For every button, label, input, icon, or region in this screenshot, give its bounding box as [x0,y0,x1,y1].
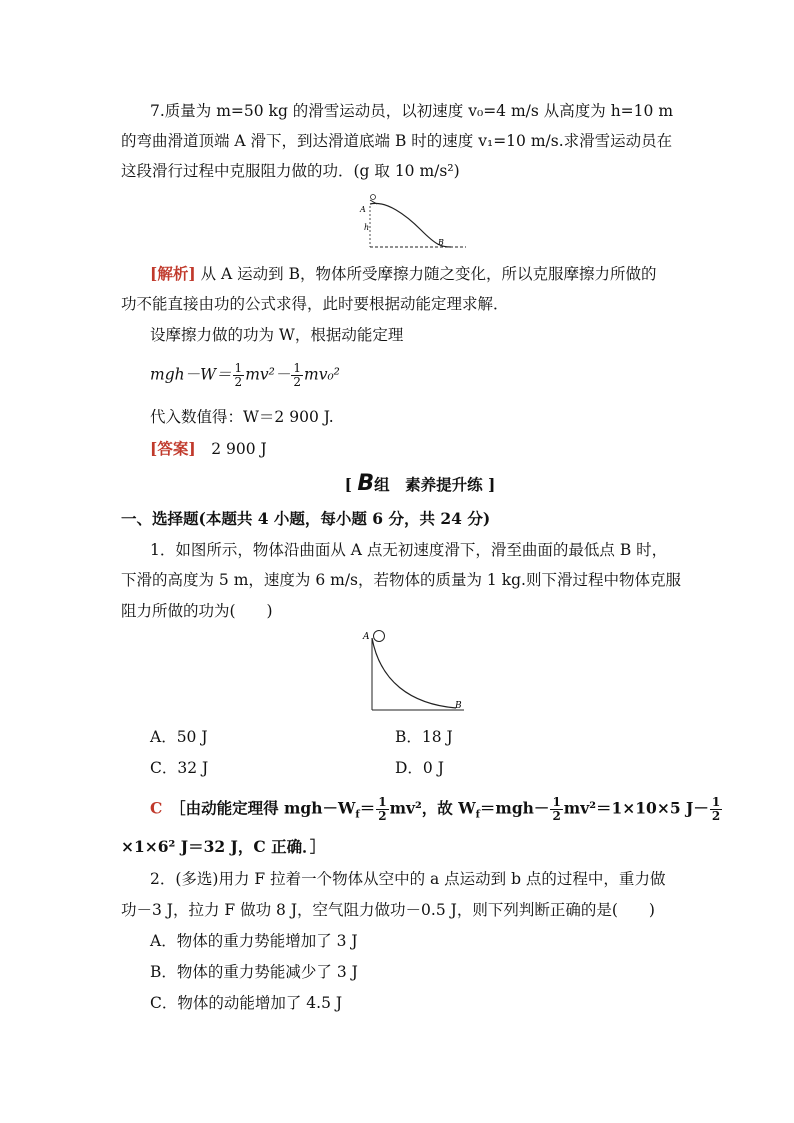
q1-line-2: 下滑的高度为 5 m，速度为 6 m/s，若物体的质量为 1 kg.则下滑过程中物体克服 [121,571,681,589]
q7-line-1: 7.质量为 m=50 kg 的滑雪运动员，以初速度 v₀=4 m/s 从高度为 h=10 m [150,102,674,120]
q2-line-1: 2．(多选)用力 F 拉着一个物体从空中的 a 点运动到 b 点的过程中，重力做 [150,870,666,888]
q1-option-b: B．18 J [395,728,453,746]
q7-answer: [答案] 2 900 J [150,439,267,458]
q7-equation: mgh－W＝ $\frac{1}{2}$ mv²－ $\frac{1}{2}$ mv₀² [150,361,340,389]
fraction-half: $\frac{1}{2}$ [293,361,301,389]
q1-label-b: B [455,701,462,711]
solution-letter: C [150,798,163,818]
q7-substitute: 代入数值得：W＝2 900 J. [150,408,334,426]
q7-label-h: h [364,223,370,232]
q7-analysis-1: [解析] 从 A 运动到 B，物体所受摩擦力随之变化，所以克服摩擦力所做的 [150,264,657,283]
q7-label-a: A [360,205,366,214]
q1-option-d: D．0 J [395,759,444,777]
section-header: [ B组 素养提升练 ] [344,471,496,496]
curve-figure [360,626,470,716]
q1-solution-2: ×1×6² J＝32 J，C 正确．］ [121,837,326,856]
q7-analysis-3: 设摩擦力做的功为 W，根据动能定理 [150,326,404,344]
q1-label-a: A [363,632,370,642]
q2-line-2: 功－3 J，拉力 F 做功 8 J，空气阻力做功－0.5 J，则下列判断正确的是( ) [121,901,655,919]
part-heading: 一、选择题(本题共 4 小题，每小题 6 分，共 24 分) [121,509,491,528]
ski-slope-figure [356,190,471,256]
q1-option-c: C．32 J [150,759,209,777]
q7-label-b: B [438,238,444,247]
fraction-half: $\frac{1}{2}$ [234,361,243,389]
q2-option-a: A．物体的重力势能增加了 3 J [150,932,358,950]
q1-option-a: A．50 J [150,728,208,746]
q1-solution-1: C ［由动能定理得 $mgh-W_f=$ $\frac{1}{2}$ mv²，故 $W_f=mgh-$ $\frac{1}{2}$ mv²＝1×10×5 J－ $\frac{1}{2}$ [150,795,721,823]
q1-line-1: 1．如图所示，物体沿曲面从 A 点无初速度滑下，滑至曲面的最低点 B 时， [150,541,668,559]
q2-option-c: C．物体的动能增加了 4.5 J [150,994,343,1012]
q7-analysis-2: 功不能直接由功的公式求得，此时要根据动能定理求解． [121,295,509,313]
q7-line-3: 这段滑行过程中克服阻力做的功．(g 取 10 m/s²) [121,162,460,180]
answer-tag: [答案] [150,439,196,458]
q2-option-b: B．物体的重力势能减少了 3 J [150,963,358,981]
q7-line-2: 的弯曲滑道顶端 A 滑下，到达滑道底端 B 时的速度 v₁=10 m/s.求滑雪运动员在 [121,132,673,150]
q1-line-3: 阻力所做的功为( ) [121,602,273,620]
analysis-tag: [解析] [150,264,196,283]
section-letter: B [357,471,375,496]
